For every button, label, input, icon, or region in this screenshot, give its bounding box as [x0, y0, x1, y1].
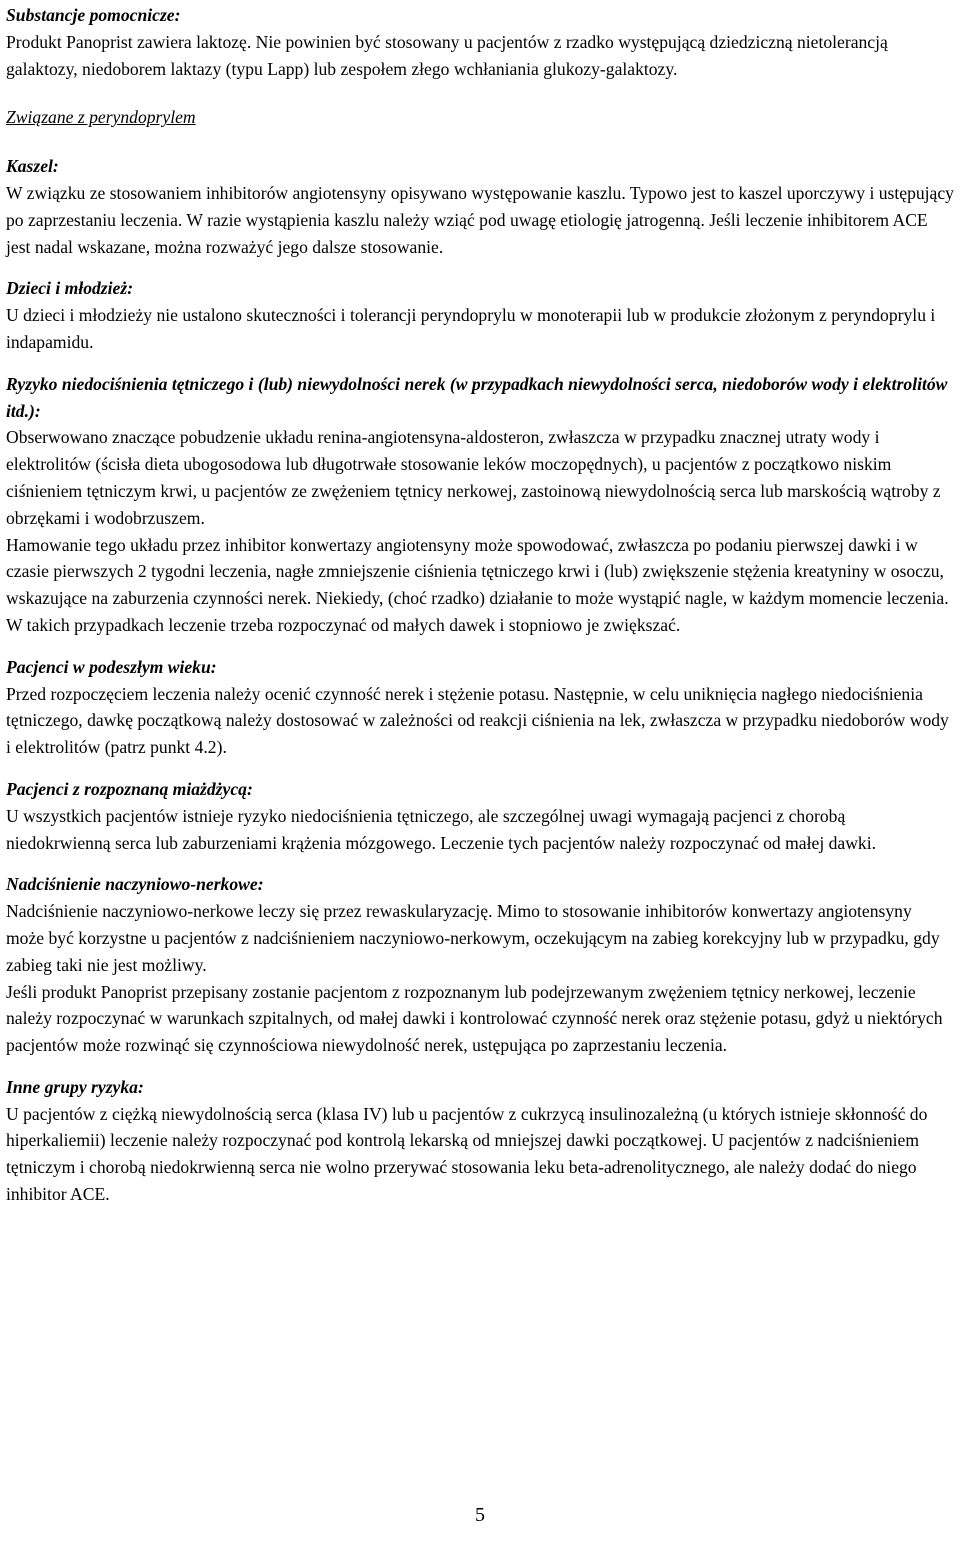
para-ryzyko-3: W takich przypadkach leczenie trzeba rozpoczynać od małych dawek i stopniowo je zwiększać.: [6, 614, 681, 635]
heading-podeszly: Pacjenci w podeszłym wieku:: [6, 656, 217, 677]
heading-ryzyko: Ryzyko niedociśnienia tętniczego i (lub) niewydolności nerek (w przypadkach niewydolności serca, niedoborów wody i elektrolitów itd.):: [6, 373, 948, 421]
para-kaszel: W związku ze stosowaniem inhibitorów angiotensyny opisywano występowanie kaszlu. Typowo jest to kaszel uporczywy i ustępujący po zaprzestaniu leczenia. W razie wystąpienia kaszlu należy wziąć pod uwagę etiologię jatrogenną. Jeśli leczenie inhibitorem ACE jest nadal wskazane, można rozważyć jego dalsze stosowanie.: [6, 182, 954, 257]
para-ryzyko-1: Obserwowano znaczące pobudzenie układu renina-angiotensyna-aldosteron, zwłaszcza w przypadku znacznej utraty wody i elektrolitów (ścisła dieta ubogosodowa lub długotrwałe stosowanie leków moczopędnych), u pacjentów z początkowo niskim ciśnieniem tętniczym krwi, u pacjentów ze zwężeniem tętnicy nerkowej, zastoinową niewydolnością serca lub marskością wątroby z obrzękami i wodobrzuszem.: [6, 427, 941, 528]
heading-kaszel: Kaszel:: [6, 156, 59, 177]
page-number: 5: [475, 1504, 485, 1526]
heading-inne: Inne grupy ryzyka:: [6, 1076, 144, 1097]
para-substancje: Produkt Panoprist zawiera laktozę. Nie powinien być stosowany u pacjentów z rzadko występującą dziedziczną nietolerancją galaktozy, niedoborem laktazy (typu Lapp) lub zespołem złego wchłaniania glukozy-galaktozy.: [6, 31, 888, 79]
heading-peryndopryl: Związane z peryndoprylem: [6, 107, 196, 128]
heading-miazdzyca: Pacjenci z rozpoznaną miażdżycą:: [6, 778, 253, 799]
document-page: [6, 2, 954, 1208]
para-nadcisnienie-1: Nadciśnienie naczyniowo-nerkowe leczy się przez rewaskularyzację. Mimo to stosowanie inhibitorów konwertazy angiotensyny może być korzystne u pacjentów z nadciśnieniem naczyniowo-nerkowym, oczekującym na zabieg korekcyjny lub w przypadku, gdy zabieg taki nie jest możliwy.: [6, 901, 940, 975]
para-ryzyko-2: Hamowanie tego układu przez inhibitor konwertazy angiotensyny może spowodować, zwłaszcza po podaniu pierwszej dawki i w czasie pierwszych 2 tygodni leczenia, nagłe zmniejszenie ciśnienia tętniczego krwi i (lub) zwiększenie stężenia kreatyniny w osoczu, wskazujące na zaburzenia czynności nerek. Niekiedy, (choć rzadko) działanie to może wystąpić nagle, w każdym momencie leczenia.: [6, 534, 949, 609]
para-podeszly: Przed rozpoczęciem leczenia należy ocenić czynność nerek i stężenie potasu. Następnie, w celu uniknięcia nagłego niedociśnienia tętniczego, dawkę początkową należy dostosować w zależności od reakcji ciśnienia na lek, zwłaszcza w przypadku niedoborów wody i elektrolitów (patrz punkt 4.2).: [6, 683, 949, 758]
para-dzieci: U dzieci i młodzieży nie ustalono skuteczności i tolerancji peryndoprylu w monoterapii lub w produkcie złożonym z peryndoprylu i indapamidu.: [6, 305, 936, 352]
para-nadcisnienie-2: Jeśli produkt Panoprist przepisany zostanie pacjentom z rozpoznanym lub podejrzewanym zwężeniem tętnicy nerkowej, leczenie należy rozpoczynać w warunkach szpitalnych, od małej dawki i kontrolować czynność nerek oraz stężenie potasu, gdyż u niektórych pacjentów może rozwinąć się czynnościowa niewydolność nerek, ustępująca po zaprzestaniu leczenia.: [6, 981, 943, 1056]
para-miazdzyca: U wszystkich pacjentów istnieje ryzyko niedociśnienia tętniczego, ale szczególnej uwagi wymagają pacjenci z chorobą niedokrwienną serca lub zaburzeniami krążenia mózgowego. Leczenie tych pacjentów należy rozpoczynać od małej dawki.: [6, 805, 876, 853]
heading-substancje: Substancje pomocnicze:: [6, 5, 181, 25]
heading-dzieci: Dzieci i młodzież:: [6, 278, 134, 299]
para-inne: U pacjentów z ciężką niewydolnością serca (klasa IV) lub u pacjentów z cukrzycą insulinozależną (u których istnieje skłonność do hiperkaliemii) leczenie należy rozpoczynać pod kontrolą lekarską od mniejszej dawki początkowej. U pacjentów z nadciśnieniem tętniczym i chorobą niedokrwienną serca nie wolno przerywać stosowania leku beta-adrenolitycznego, ale należy dodać do niego inhibitor ACE.: [6, 1103, 928, 1205]
heading-nadcisnienie: Nadciśnienie naczyniowo-nerkowe:: [6, 874, 264, 895]
